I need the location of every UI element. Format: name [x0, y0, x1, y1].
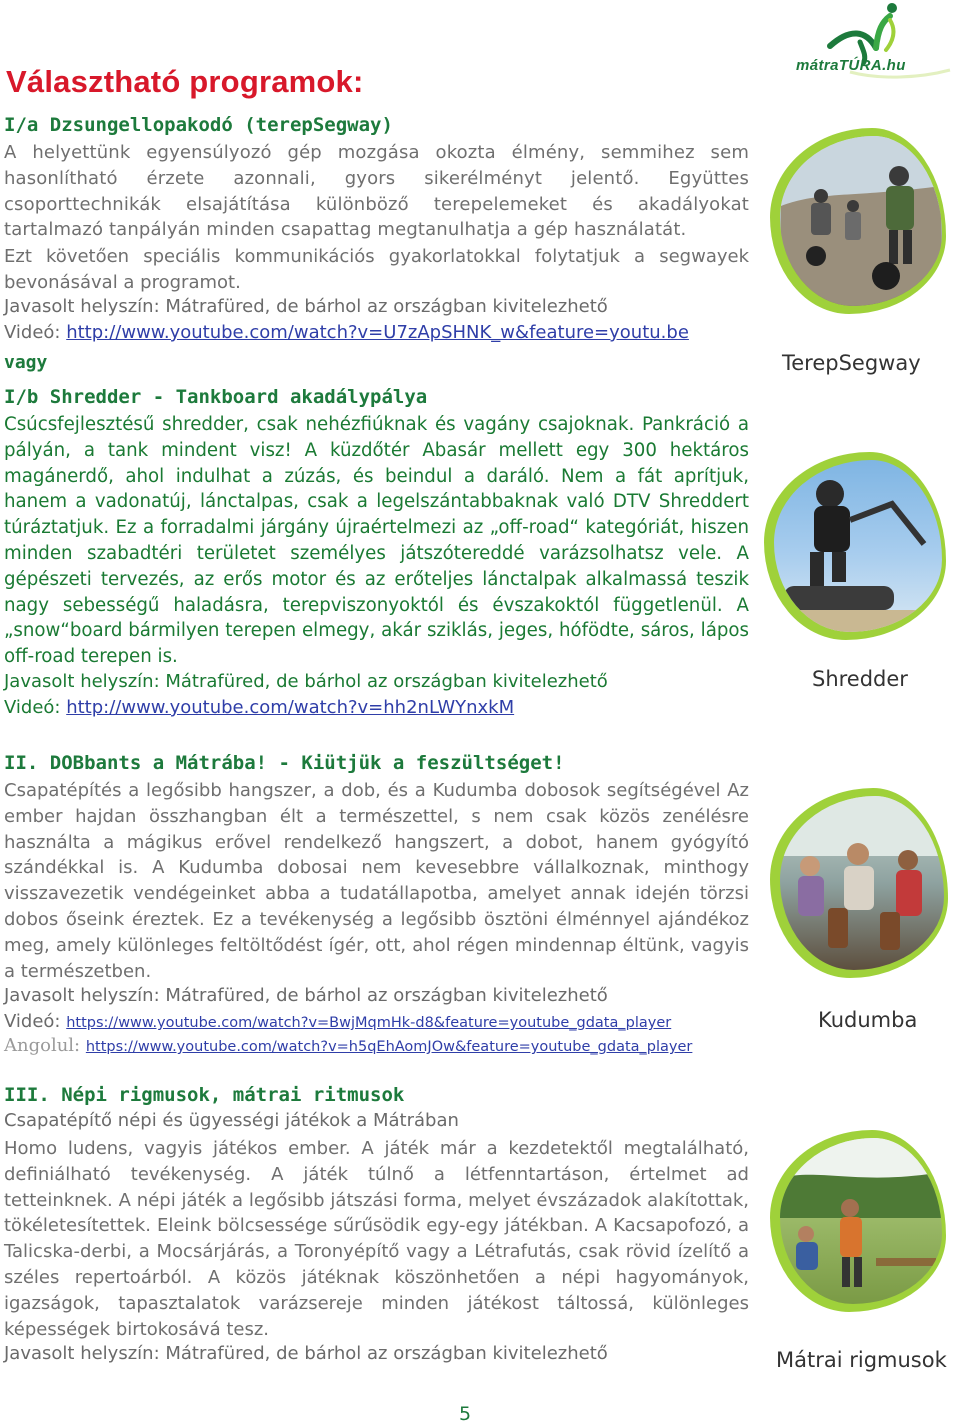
section-2-video-line — [4, 1011, 671, 1032]
shredder-rider-image — [774, 460, 942, 632]
logo-text: mátraTÚRA.hu — [796, 57, 906, 74]
section-1a-heading: I/a Dzsungellopakodó (terepSegway) — [4, 114, 393, 136]
section-1a-paragraph-1: A helyettünk egyensúlyozó gép mozgása okozta élmény, semmihez sem hasonlítható érzete azonnali, gyors sikerélményt jelentő. Együttes csoporttechnikák elsajátítása különböző terepelemeket és akadályokat tartalmazó tanpályán minden csapattag megtanulhatja a gép használatát. — [4, 142, 749, 241]
section-1b-video-line — [4, 697, 514, 718]
drummers-image — [780, 796, 944, 970]
segway-photo-frame — [770, 128, 946, 314]
section-3-location: Javasolt helyszín: Mátrafüred, de bárhol az országban kivitelezhető — [4, 1343, 608, 1364]
video-label: Videó: — [4, 322, 67, 343]
section-1b-heading: I/b Shredder - Tankboard akadálypálya — [4, 386, 428, 408]
english-label: Angolul: — [4, 1035, 86, 1056]
caption-shredder: Shredder — [812, 667, 908, 691]
section-1b-paragraph: Csúcsfejlesztésű shredder, csak nehézfiúknak és vagány csajoknak. Pankráció a pályán, a tank mindent visz! A küzdőtér Abasár mellett egy 300 hektáros magánerdő, ahol indulhat a zúzás, és beindul a daráló. Nem a fát aprítjuk, hanem a vadonatúj, lánctalpas, csak a legelszántabbaknak való DTV Shreddert túráztatjuk. Ez a forradalmi járgány újraértelmezi az „off-road“ kategóriát, hiszen minden szabadtéri területet személyes játszótereddé varázsolhatsz vele. A gépészeti tervezés, az erős motor és az erőteljes lánctalpak alkalmassá teszik nagy sebességű haladásra, terepviszonyoktól és évszakoktól függetlenül. A „snow“board bármilyen terepen elmegy, akár sziklás, jeges, hófödte, sáros, lápos off-road terepen is. — [4, 414, 749, 668]
section-1a-location: Javasolt helyszín: Mátrafüred, de bárhol az országban kivitelezhető — [4, 296, 608, 317]
video-label: Videó: — [4, 697, 67, 718]
section-2-english-link[interactable]: https://www.youtube.com/watch?v=h5qEhAomJOw&feature=youtube_gdata_player — [85, 1039, 693, 1055]
section-2-paragraph: Csapatépítés a legősibb hangszer, a dob, és a Kudumba dobosok segítségével Az ember hajdan összhangban élt a természettel, s nem csak közös zenélésre használta a mágikus erővel rendelkező hangszert, a dobot, hanem gyógyító szándékkal is. A Kudumba dobosai nem kevesebbre vállalkoznak, minthogy visszavezetik vendégeinket abba a tudatállapotba, amelyet annak idején törzsi dobos őseink éreztek. Ez a tevékenység a legősibb ösztöni élménnyel ajándékoz meg, amely különleges feltöltődést ígér, ott, ahol régen mindennap éltünk, vagyis a természetben. — [4, 780, 749, 982]
shredder-photo — [774, 460, 942, 632]
rigmusok-photo-frame — [770, 1130, 946, 1312]
section-3-paragraph: Homo ludens, vagyis játékos ember. A játék már a kezdetektől megtalálható, definiálható tevékenység. A játék túlnő a létfenntartáson, értelmet ad tetteinknek. A népi játék a legősibb játszási forma, melyet évszázadok alakítottak, tökéletesítettek. Eleink bölcsessége sűrűsödik egy-egy játékban. A Kacsapofozó, a Talicska-derbi, a Mocsárjárás, a Toronyépítő vagy a Létrafutás, csak rövid ízelítő a széles repertoárból. A közös játéknak köszönhetően a népi hagyományok, igazságok, tapasztalatok varázsereje minden játékost táltossá, különleges képességek birtokosává tesz. — [4, 1138, 749, 1340]
section-2-location: Javasolt helyszín: Mátrafüred, de bárhol az országban kivitelezhető — [4, 985, 608, 1006]
shredder-photo-frame — [764, 452, 946, 640]
kudumba-photo-frame — [770, 788, 948, 978]
section-1a-video-line — [4, 322, 689, 343]
caption-rigmusok: Mátrai rigmusok — [776, 1348, 947, 1372]
or-label: vagy — [4, 352, 48, 373]
section-1a-paragraph-2: Ezt követően speciális kommunikációs gyakorlatokkal folytatjuk a segwayek bevonásával a programot. — [4, 246, 749, 293]
page-title: Választható programok: — [6, 64, 364, 99]
page-number: 5 — [459, 1403, 472, 1425]
section-1b-location: Javasolt helyszín: Mátrafüred, de bárhol az országban kivitelezhető — [4, 671, 608, 692]
section-2-english-line — [4, 1035, 692, 1056]
rigmusok-photo — [780, 1138, 942, 1304]
section-1a-video-link[interactable]: http://www.youtube.com/watch?v=U7zApSHNK_w&feature=youtu.be — [66, 322, 689, 343]
kudumba-photo — [780, 796, 944, 970]
video-label: Videó: — [4, 1011, 67, 1032]
segway-riders-image — [780, 136, 942, 306]
section-3-heading: III. Népi rigmusok, mátrai ritmusok — [4, 1084, 405, 1106]
folk-games-image — [780, 1138, 942, 1304]
section-3-subheading: Csapatépítő népi és ügyességi játékok a Mátrában — [4, 1110, 459, 1131]
caption-segway: TerepSegway — [782, 351, 921, 375]
section-1b-video-link[interactable]: http://www.youtube.com/watch?v=hh2nLWYnxkM — [66, 697, 515, 718]
section-2-heading: II. DOBbants a Mátrába! - Kiütjük a feszültséget! — [4, 752, 565, 774]
segway-photo — [780, 136, 942, 306]
section-2-video-link[interactable]: https://www.youtube.com/watch?v=BwjMqmHk-d8&feature=youtube_gdata_player — [66, 1015, 672, 1031]
caption-kudumba: Kudumba — [818, 1008, 918, 1032]
